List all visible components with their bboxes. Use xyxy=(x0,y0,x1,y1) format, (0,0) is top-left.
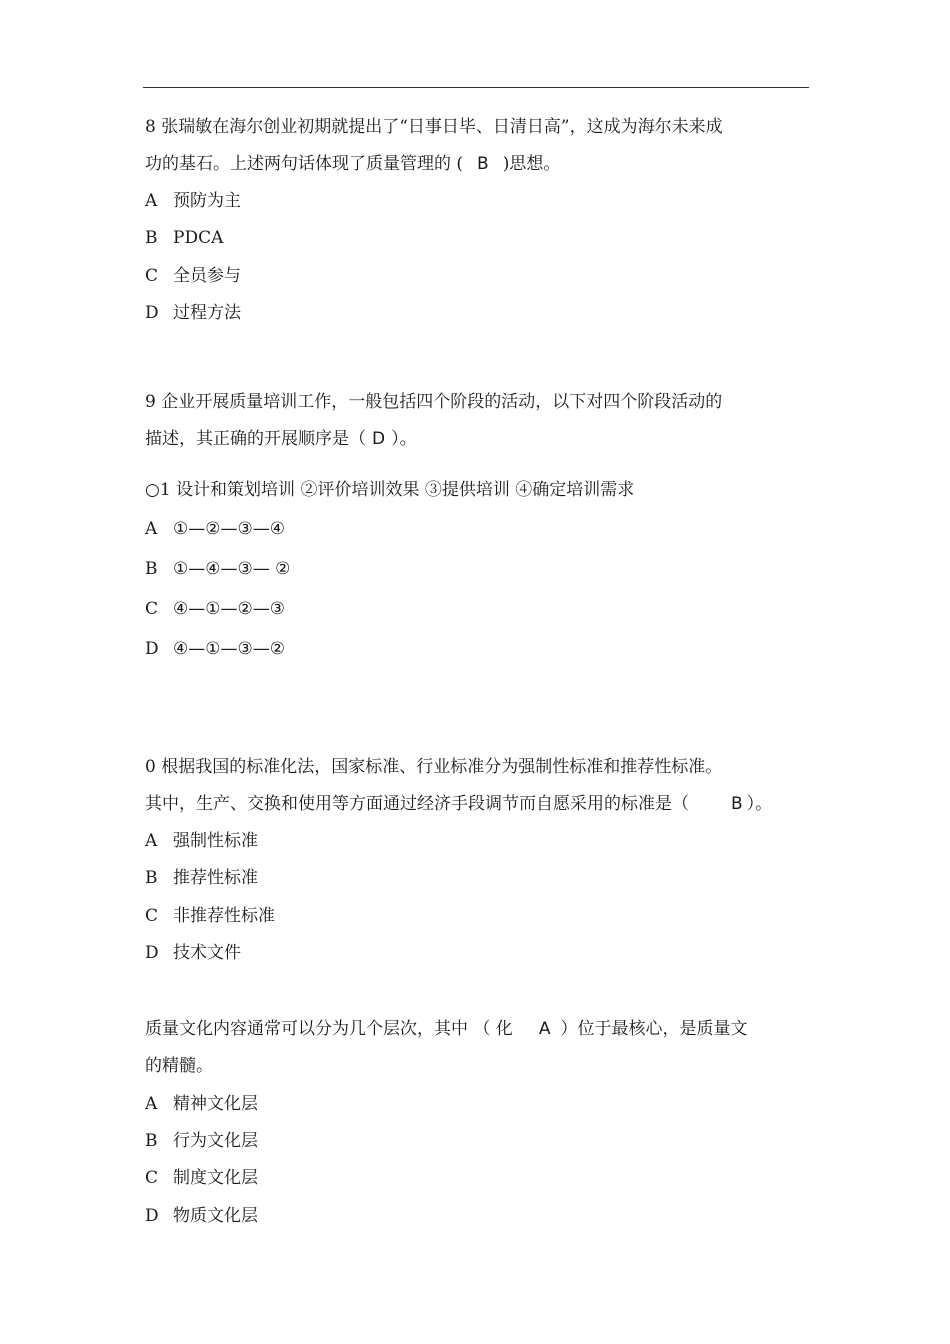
option-text: 过程方法 xyxy=(173,303,241,323)
q9-option-b xyxy=(145,558,290,580)
option-letter: C xyxy=(145,906,159,926)
q10-option-d xyxy=(145,942,241,964)
q8-stem-pre: 功的基石。上述两句话体现了质量管理的 ( xyxy=(145,154,464,174)
option-letter: A xyxy=(145,519,158,539)
q9-option-a xyxy=(145,518,285,540)
option-text: 预防为主 xyxy=(173,191,241,211)
option-letter: A xyxy=(145,191,158,211)
q11-answer: A xyxy=(538,1019,551,1039)
option-letter: D xyxy=(145,1206,159,1226)
option-text: ④—①—②—③ xyxy=(173,599,285,619)
q9-stages: ○1 设计和策划培训 ②评价培训效果 ③提供培训 ④确定培训需求 xyxy=(145,480,635,500)
q11-stem-line2: 的精髓。 xyxy=(145,1056,213,1076)
q9-answer: D xyxy=(372,429,386,449)
option-text: PDCA xyxy=(173,228,224,248)
q10-stem-post: ）。 xyxy=(746,794,773,814)
q11-stem-line1 xyxy=(145,1018,747,1040)
q9-stem-post: ）。 xyxy=(391,429,417,449)
q8-option-a xyxy=(145,190,241,212)
q8-option-b xyxy=(145,227,223,249)
q8-stem-line2 xyxy=(145,153,560,175)
option-text: 全员参与 xyxy=(173,266,241,286)
option-letter: B xyxy=(145,868,158,888)
q9-option-c xyxy=(145,598,285,620)
q10-answer: B xyxy=(731,794,743,814)
option-text: 强制性标准 xyxy=(173,831,258,851)
option-letter: C xyxy=(145,1168,159,1188)
header-rule xyxy=(143,87,809,88)
option-letter: D xyxy=(145,639,159,659)
q8-stem-line1: 8 张瑞敏在海尔创业初期就提出了“日事日毕、日清日高”，这成为海尔未来成 xyxy=(145,117,723,137)
option-letter: D xyxy=(145,303,159,323)
q8-option-c xyxy=(145,265,241,287)
option-text: 物质文化层 xyxy=(173,1206,258,1226)
q11-option-b xyxy=(145,1130,258,1152)
option-letter: C xyxy=(145,599,159,619)
q11-option-c xyxy=(145,1167,258,1189)
option-letter: B xyxy=(145,228,158,248)
q11-stem-post: ）位于最核心，是质量文 xyxy=(560,1019,748,1039)
q9-option-d xyxy=(145,638,285,660)
q10-option-b xyxy=(145,867,258,889)
option-text: ①—④—③— ② xyxy=(173,559,291,579)
option-text: 非推荐性标准 xyxy=(173,906,275,926)
q9-stem-line1: 9 企业开展质量培训工作，一般包括四个阶段的活动，以下对四个阶段活动的 xyxy=(145,392,723,412)
option-text: 技术文件 xyxy=(173,943,241,963)
q9-stem-pre: 描述，其正确的开展顺序是（ xyxy=(145,429,366,449)
q8-option-d xyxy=(145,302,241,324)
q11-option-d xyxy=(145,1205,258,1227)
option-text: ①—②—③—④ xyxy=(173,519,285,539)
q10-stem-pre: 其中，生产、交换和使用等方面通过经济手段调节而自愿采用的标准是（ xyxy=(145,794,689,814)
option-letter: C xyxy=(145,266,159,286)
option-text: 推荐性标准 xyxy=(173,868,258,888)
q10-stem-line2 xyxy=(145,793,772,815)
q8-stem-post: )思想。 xyxy=(502,154,561,174)
option-letter: D xyxy=(145,943,159,963)
q11-stem-pre: 质量文化内容通常可以分为几个层次，其中 （ 化 xyxy=(145,1019,513,1039)
q11-option-a xyxy=(145,1093,258,1115)
q10-stem-line1: 0 根据我国的标准化法，国家标准、行业标准分为强制性标准和推荐性标准。 xyxy=(145,757,723,777)
option-letter: A xyxy=(145,1094,158,1114)
option-letter: A xyxy=(145,831,158,851)
q9-stem-line2 xyxy=(145,428,417,450)
option-text: 行为文化层 xyxy=(173,1131,258,1151)
option-text: 制度文化层 xyxy=(173,1168,258,1188)
option-text: ④—①—③—② xyxy=(173,639,285,659)
q10-option-c xyxy=(145,905,275,927)
option-letter: B xyxy=(145,559,158,579)
option-text: 精神文化层 xyxy=(173,1094,258,1114)
q8-answer: B xyxy=(477,154,489,174)
option-letter: B xyxy=(145,1131,158,1151)
q10-option-a xyxy=(145,830,258,852)
